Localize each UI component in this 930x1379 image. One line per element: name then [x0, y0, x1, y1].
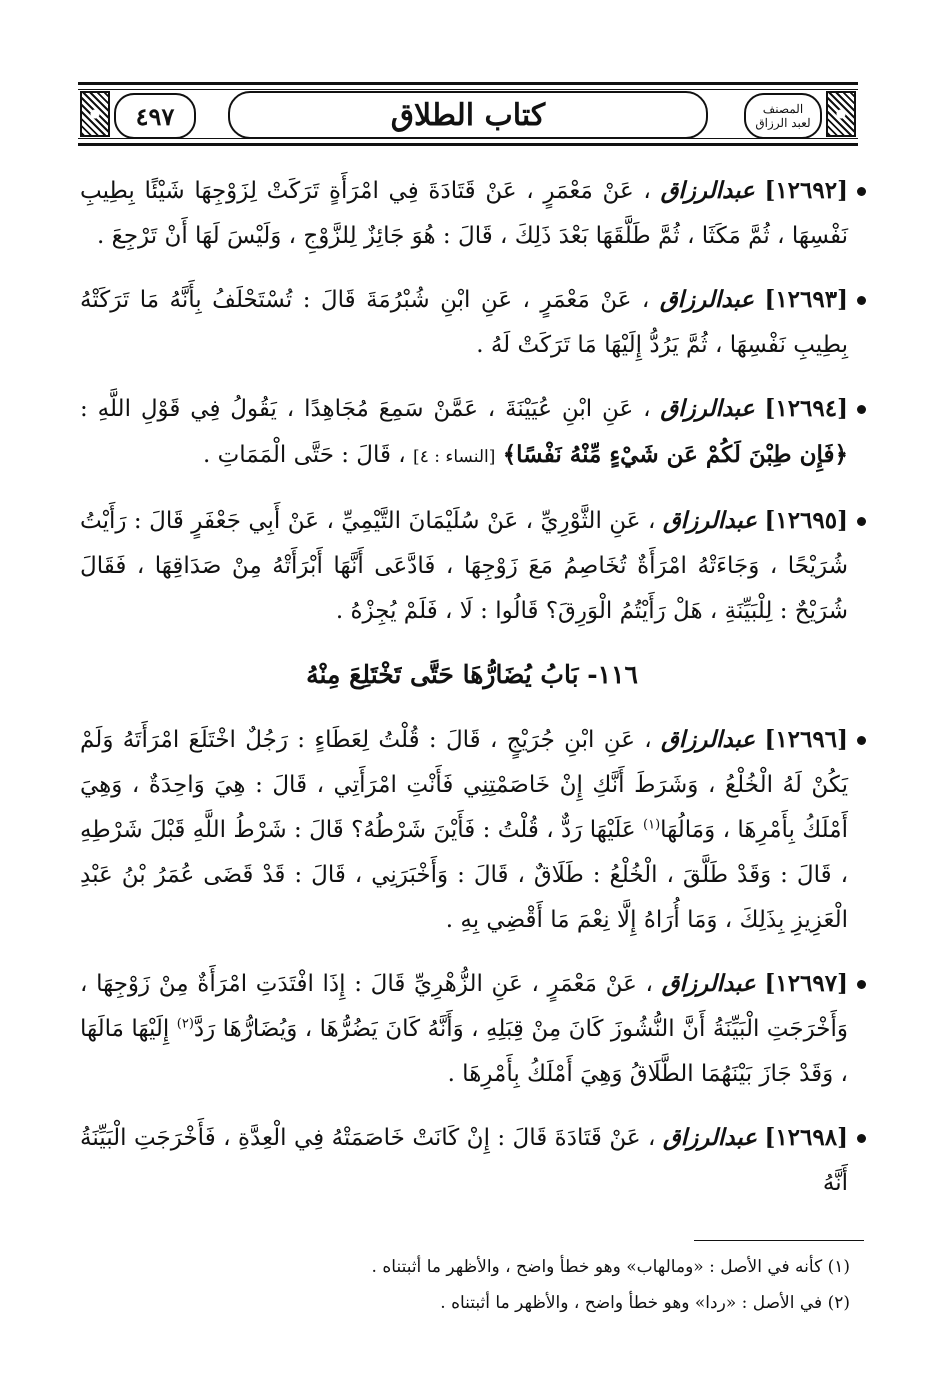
footnote-2: (٢) في الأصل : «ردا» وهو خطأ واضح ، والأظهر ما أثبتناه .: [440, 1293, 850, 1313]
hadith-text-end: ، قَالَ : حَتَّى الْمَمَاتِ .: [203, 442, 406, 468]
hadith-author: عبدالرزاق: [662, 507, 757, 534]
hadith-text: ، عَنْ مَعْمَرٍ ، عَنِ الزُّهْرِيِّ قَالَ : إِذَا افْتَدَتِ امْرَأَةٌ مِنْ زَوْجِهَا ، وَأَخْرَجَتِ الْبَيِّنَةُ أَنَّ النُّشُوزَ كَانَ مِنْ قِبَلِهِ ، وَأَنَّهُ كَانَ يَضُرُّهَا ، وَيُضَارُّهَا رَدَّ: [80, 971, 849, 1042]
hadith-text: ، عَنِ ابْنِ عُيَيْنَةَ ، عَمَّنْ سَمِعَ مُجَاهِدًا ، يَقُولُ فِي قَوْلِ اللَّهِ :: [80, 396, 651, 422]
hadith-paragraph: [80, 277, 864, 368]
hadith-author: عبدالرزاق: [660, 177, 755, 204]
hadith-paragraph: [80, 961, 864, 1097]
quran-verse: ﴿فَإِن طِبْنَ لَكُمْ عَن شَيْءٍ مِّنْهُ نَفْسًا﴾: [502, 441, 848, 468]
hadith-text: ، عَنْ مَعْمَرٍ ، عَنِ ابْنِ شُبْرُمَةَ قَالَ : تُسْتَحْلَفُ بِأَنَّهُ مَا تَرَكَتْهُ بِطِيبِ نَفْسِهَا ، ثُمَّ يَرُدُّ إِلَيْهَا مَا تَرَكَتْ لَهُ .: [80, 287, 848, 358]
hadith-paragraph: [80, 168, 864, 259]
page-header: [78, 82, 858, 146]
hadith-text: ، عَنْ مَعْمَرٍ ، عَنْ قَتَادَةَ فِي امْرَأَةٍ تَرَكَتْ لِزَوْجِهَا شَيْئًا بِطِيبِ نَفْسِهَا ، ثُمَّ مَكَثَا ، ثُمَّ طَلَّقَهَا بَعْدَ ذَلِكَ ، قَالَ : هُوَ جَائِزٌ لِلزَّوْجِ ، وَلَيْسَ لَهَا أَنْ تَرْجِعَ .: [80, 178, 848, 249]
bullet-icon: [857, 1134, 866, 1143]
hadith-number: [١٢٦٩٣]: [764, 286, 848, 313]
hadith-text: ، عَنِ ابْنِ جُرَيْجٍ ، قَالَ : قُلْتُ لِعَطَاءٍ : رَجُلٌ اخْتَلَعَ امْرَأَتَهُ وَلَمْ يَكُنْ لَهُ الْخُلْعُ ، وَشَرَطَ أَنَّكِ إِنْ خَاصَمْتِنِي فَأَنْتِ امْرَأَتِي ، قَالَ : هِيَ وَاحِدَةٌ ، وَهِيَ أَمْلَكُ بِأَمْرِهَا ، وَمَالُهَا: [80, 727, 848, 843]
hadith-author: عبدالرزاق: [660, 395, 755, 422]
bullet-icon: [857, 517, 866, 526]
ornament-left-icon: [80, 91, 110, 137]
seal-line-2: لعبد الرزاق: [755, 116, 811, 130]
hadith-number: [١٢٦٩٦]: [764, 726, 848, 753]
bullet-icon: [857, 187, 866, 196]
hadith-paragraph: [80, 1115, 864, 1206]
page-body: [80, 168, 864, 1224]
seal-line-1: المصنف: [762, 102, 804, 116]
hadith-text: ، عَنِ الثَّوْرِيِّ ، عَنْ سُلَيْمَانَ التَّيْمِيِّ ، عَنْ أَبِي جَعْفَرٍ قَالَ : رَأَيْتُ شُرَيْحًا ، وَجَاءَتْهُ امْرَأَةٌ تُخَاصِمُ مَعَ زَوْجِهَا ، فَادَّعَى أَنَّهَا أَبْرَأَتْهُ مِنْ صَدَاقِهَا ، فَقَالَ شُرَيْحٌ : لِلْبَيِّنَةِ ، هَلْ رَأَيْتُمُ الْوَرِقَ؟ قَالُوا : لَا ، فَلَمْ يُجِزْهُ .: [80, 508, 848, 624]
footnote-marker: (٢): [176, 1016, 194, 1032]
footnote-1: (١) كأنه في الأصل : «ومالهاب» وهو خطأ واضح ، والأظهر ما أثبتناه .: [371, 1257, 850, 1277]
hadith-number: [١٢٦٩٥]: [764, 507, 849, 534]
hadith-text: ، عَنْ قَتَادَةَ قَالَ : إِنْ كَانَتْ خَاصَمَتْهُ فِي الْعِدَّةِ ، فَأَخْرَجَتِ الْبَيِّنَةُ أَنَّهُ: [80, 1125, 848, 1196]
book-seal: [744, 93, 822, 139]
hadith-number: [١٢٦٩٧]: [764, 970, 849, 997]
chapter-title: كتاب الطلاق: [228, 91, 708, 139]
hadith-author: عبدالرزاق: [660, 726, 756, 753]
footnote-marker: (١): [643, 817, 661, 833]
bullet-icon: [857, 736, 866, 745]
footnote-divider: [694, 1240, 864, 1241]
hadith-paragraph: [80, 386, 864, 480]
bullet-icon: [857, 296, 866, 305]
ornament-right-icon: [826, 91, 856, 137]
hadith-text-end: إِلَيْهَا مَالَهَا ، وَقَدْ جَازَ بَيْنَهُمَا الطَّلَاقُ وَهِيَ أَمْلَكُ بِأَمْرِهَا .: [80, 1016, 848, 1087]
hadith-text-end: عَلَيْهَا رَدٌّ ، قُلْتُ : فَأَيْنَ شَرْطُهُ؟ قَالَ : شَرْطُ اللَّهِ قَبْلَ شَرْطِهِ ، قَالَ : وَقَدْ طَلَّقَ ، الْخُلْعُ : طَلَاقٌ ، قَالَ : وَأَخْبَرَنِي ، قَالَ : قَدْ قَضَى عُمَرُ بْنُ عَبْدِ الْعَزِيزِ بِذَلِكَ ، وَمَا أُرَاهُ إِلَّا نِعْمَ مَا أَقْضِي بِهِ .: [80, 817, 848, 933]
bullet-icon: [857, 405, 866, 414]
hadith-number: [١٢٦٩٨]: [764, 1124, 848, 1151]
hadith-paragraph: [80, 498, 864, 634]
verse-reference: [النساء : ٤]: [413, 447, 496, 467]
section-heading: ١١٦- بَابُ يُضَارُّهَا حَتَّى تَخْتَلِعَ مِنْهُ: [306, 660, 638, 689]
hadith-author: عبدالرزاق: [659, 286, 754, 313]
footnotes: [80, 1240, 864, 1321]
bullet-icon: [857, 980, 866, 989]
page-number: ٤٩٧: [114, 93, 196, 139]
hadith-author: عبدالرزاق: [662, 1124, 758, 1151]
hadith-number: [١٢٦٩٢]: [764, 177, 848, 204]
hadith-author: عبدالرزاق: [661, 970, 756, 997]
hadith-paragraph: [80, 717, 864, 943]
hadith-number: [١٢٦٩٤]: [764, 395, 849, 422]
